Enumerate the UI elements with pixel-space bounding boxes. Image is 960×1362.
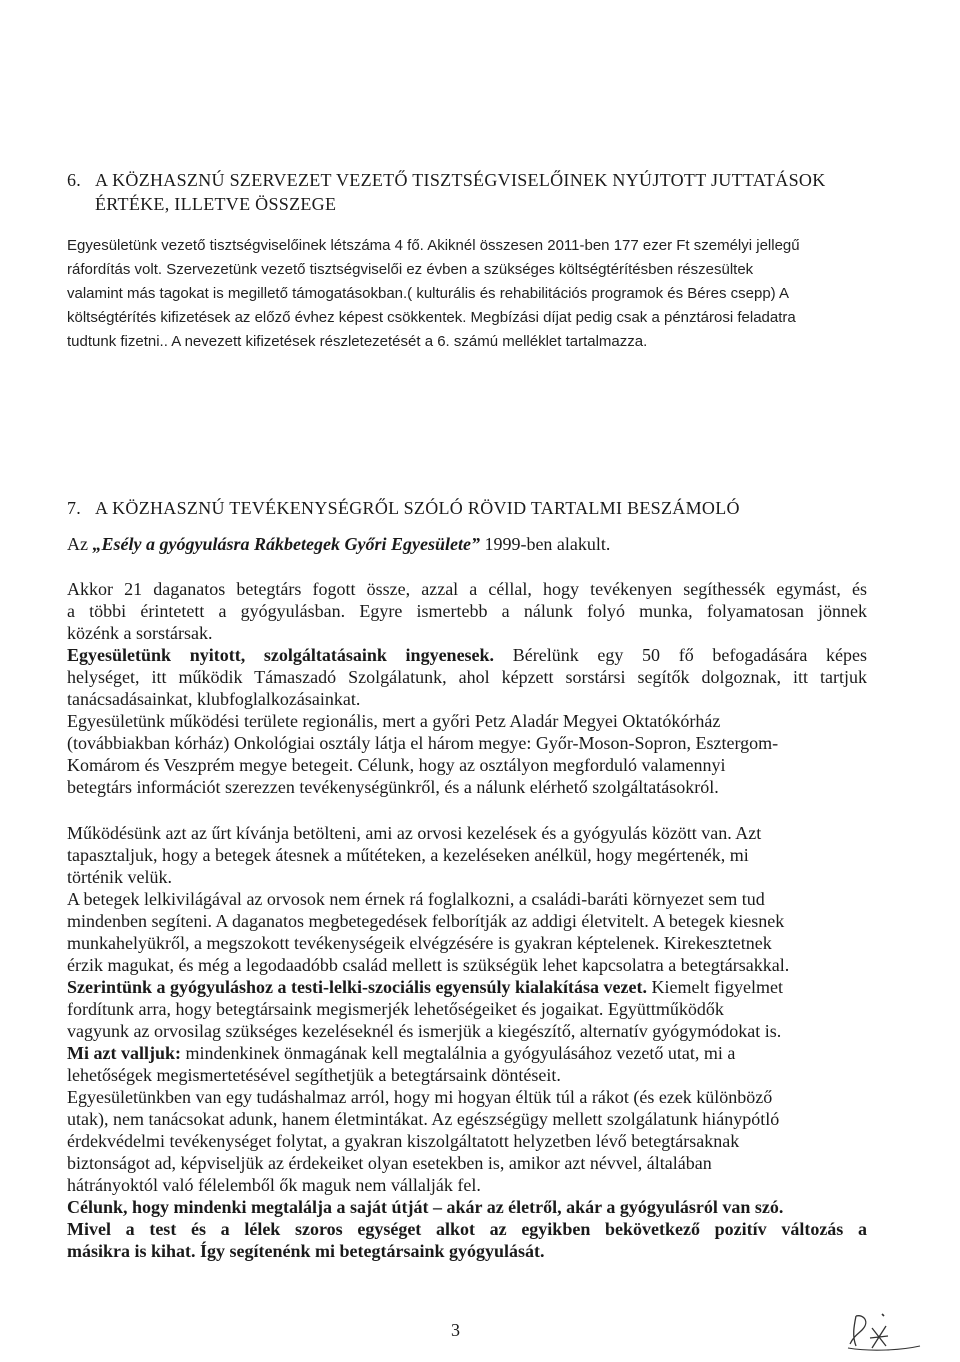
text-line: hátrányoktól való félelemből ők maguk nem vállalják fel. bbox=[67, 1175, 481, 1195]
paragraph-1 bbox=[67, 578, 867, 644]
text-line: (továbbiakban kórház) Onkológiai osztály látja el három megye: Győr-Moson-Sopron, Esztergom- bbox=[67, 733, 779, 753]
text-line: betegtárs információt szerezzen tevékenységünkről, és a nálunk elérhető szolgáltatásokról. bbox=[67, 777, 719, 797]
bold-statement: Mi azt valljuk: bbox=[67, 1043, 181, 1063]
paragraph-8 bbox=[67, 1086, 867, 1196]
text-line: vagyunk az orvosilag szükséges kezeléseknél és ismerjük a kiegészítő, alternatív gyógymódokat is. bbox=[67, 1021, 782, 1041]
text-line: lehetőségek megismertetésével segíthetjük a betegtársaink döntéseit. bbox=[67, 1065, 561, 1085]
text-line bbox=[67, 1042, 867, 1064]
text-line: közénk a sorstársak. bbox=[67, 623, 213, 643]
text-line: Akkor 21 daganatos betegtárs fogott össze, azzal a céllal, hogy tevékenyen segíthessék egymást, és bbox=[67, 579, 867, 599]
text-line: tapasztaljuk, hogy a betegek átesnek a műtéteken, a kezeléseken anélkül, hogy megértenék, mi bbox=[67, 845, 749, 865]
section-6-paragraph bbox=[67, 234, 867, 354]
text-line: helységet, itt működik Támaszadó Szolgálatunk, ahol képzett sorstársi segítők dolgoznak, itt tartjuk bbox=[67, 667, 867, 687]
intro-prefix: Az bbox=[67, 534, 93, 554]
paragraph-7 bbox=[67, 1042, 867, 1086]
intro-suffix: 1999-ben alakult. bbox=[479, 534, 611, 554]
paragraph-9 bbox=[67, 1196, 867, 1262]
paragraph-3 bbox=[67, 710, 867, 798]
text-line bbox=[67, 976, 867, 998]
paragraph-2 bbox=[67, 644, 867, 710]
text-line: valamint más tagokat is megillető támogatásokban.( kulturális és rehabilitációs programok és Béres csepp) A bbox=[67, 285, 790, 302]
text-line: fordítunk arra, hogy betegtársaink megismerjék lehetőségeiket és jogaikat. Együttműködők bbox=[67, 999, 724, 1019]
text-line: utak), nem tanácsokat adunk, hanem életmintákat. Az egészségügy mellett szolgálatunk hiánypótló bbox=[67, 1109, 780, 1129]
text-line: Célunk, hogy mindenki megtalálja a saját útját – akár az életről, akár a gyógyulásról van szó. bbox=[67, 1197, 784, 1217]
section-6-heading bbox=[67, 168, 867, 216]
text-line: érdekvédelmi tevékenységet folytat, a gyakran kiszolgáltatott helyzetben lévő betegtársaknak bbox=[67, 1131, 740, 1151]
text-line: a többi érintetett a gyógyulásban. Egyre ismertebb a nálunk folyó munka, folyamatosan jönnek bbox=[67, 601, 867, 621]
text-line: munkahelyükről, a megszokott tevékenységeik elvégzésére is gyakran képtelenek. Kirekesztetnek bbox=[67, 933, 772, 953]
text-line: mindenben segíteni. A daganatos megbetegedések felborítják az addigi életvitelt. A betegek kiesnek bbox=[67, 911, 785, 931]
text-line: Működésünk azt az űrt kívánja betölteni, ami az orvosi kezelések és a gyógyulás között van. Azt bbox=[67, 823, 762, 843]
text-fragment: Bérelünk egy 50 fő befogadására képes bbox=[494, 645, 867, 665]
paragraph-4 bbox=[67, 822, 867, 888]
text-line: másikra is kihat. Így segítenénk mi betegtársaink gyógyulását. bbox=[67, 1241, 545, 1261]
text-line: tanácsadásainkat, klubfoglalkozásainkat. bbox=[67, 689, 361, 709]
text-line: költségtérítés kifizetések az előző évhez képest csökkentek. Megbízási díjat pedig csak a pénztárosi feladatra bbox=[67, 309, 796, 326]
text-line: A betegek lelkivilágával az orvosok nem érnek rá foglalkozni, a családi-baráti környezet sem tud bbox=[67, 889, 765, 909]
text-fragment: Kiemelt figyelmet bbox=[647, 977, 783, 997]
section-7-body bbox=[67, 578, 867, 1262]
text-line: Egyesületünkben van egy tudáshalmaz arról, hogy mi hogyan éltük túl a rákot (és ezek különböző bbox=[67, 1087, 773, 1107]
page-number: 3 bbox=[451, 1320, 460, 1340]
text-line: Mivel a test és a lélek szoros egységet alkot az egyikben bekövetkező pozitív változás a bbox=[67, 1219, 867, 1239]
section-7-number: 7. bbox=[67, 498, 82, 518]
section-7-heading bbox=[67, 496, 867, 520]
text-line: érzik magukat, és még a legodaadóbb család mellett is szükségük lehet kapcsolatra a betegtársakkal. bbox=[67, 955, 790, 975]
section-7-intro bbox=[67, 532, 867, 556]
bold-statement: Egyesületünk nyitott, szolgáltatásaink ingyenesek. bbox=[67, 645, 495, 665]
text-line: ráfordítás volt. Szervezetünk vezető tisztségviselői ez évben a szükséges költségtérítésben részesültek bbox=[67, 261, 754, 278]
section-6-title-line2: ÉRTÉKE, ILLETVE ÖSSZEGE bbox=[95, 194, 337, 214]
bold-statement: Szerintünk a gyógyuláshoz a testi-lelki-szociális egyensúly kialakítása vezet. bbox=[67, 977, 647, 997]
text-line: történik velük. bbox=[67, 867, 172, 887]
section-6-number: 6. bbox=[67, 170, 82, 190]
paragraph-gap bbox=[67, 798, 867, 822]
text-line: Egyesületünk működési területe regionális, mert a győri Petz Aladár Megyei Oktatókórház bbox=[67, 711, 721, 731]
signature-icon bbox=[842, 1306, 922, 1352]
section-7-title: A KÖZHASZNÚ TEVÉKENYSÉGRŐL SZÓLÓ RÖVID TARTALMI BESZÁMOLÓ bbox=[95, 498, 740, 518]
text-line: Komárom és Veszprém megye betegeit. Célunk, hogy az osztályon megforduló valamennyi bbox=[67, 755, 726, 775]
text-line bbox=[67, 644, 867, 666]
organization-name: „Esély a gyógyulásra Rákbetegek Győri Egyesülete” bbox=[92, 534, 480, 554]
text-line: biztonságot ad, képviseljük az érdekeiket olyan esetekben is, amikor azt névvel, általában bbox=[67, 1153, 712, 1173]
paragraph-5 bbox=[67, 888, 867, 976]
text-line: Egyesületünk vezető tisztségviselőinek létszáma 4 fő. Akiknél összesen 2011-ben 177 ezer Ft személyi jellegű bbox=[67, 237, 800, 254]
text-fragment: mindenkinek önmagának kell megtalálnia a gyógyulásához vezető utat, mi a bbox=[181, 1043, 736, 1063]
paragraph-6 bbox=[67, 976, 867, 1042]
section-6-title-line1: A KÖZHASZNÚ SZERVEZET VEZETŐ TISZTSÉGVISELŐINEK NYÚJTOTT JUTTATÁSOK bbox=[95, 170, 826, 190]
text-line: tudtunk fizetni.. A nevezett kifizetések részletezetését a 6. számú melléklet tartalmazza. bbox=[67, 333, 648, 350]
